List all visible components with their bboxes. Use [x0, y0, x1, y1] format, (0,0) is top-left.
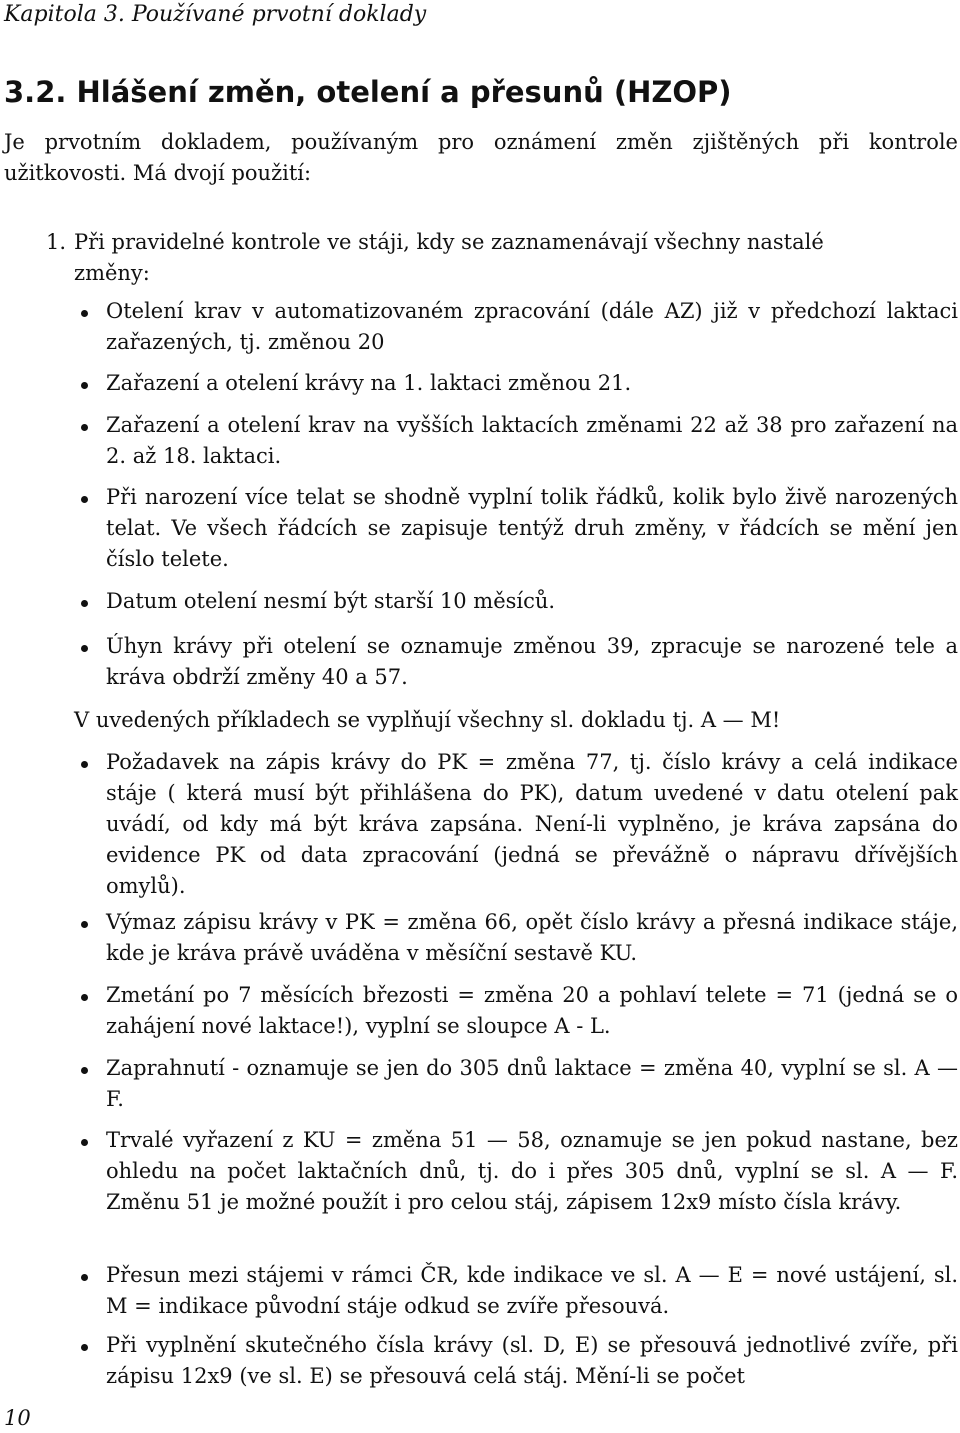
bullet-icon: [81, 424, 88, 431]
bullet-icon: [81, 994, 88, 1001]
list-item-text: Zařazení a otelení krav na vyšších laktacích změnami 22 až 38 pro zařazení na 2. až 18. laktaci.: [106, 413, 958, 468]
list-item: [74, 410, 958, 472]
list-item-text: Přesun mezi stájemi v rámci ČR, kde indikace ve sl. A — E = nové ustájení, sl. M = indikace původní stáje odkud se zvíře přesouvá.: [106, 1263, 958, 1318]
bullet-icon: [81, 1067, 88, 1074]
list-item: [74, 907, 958, 969]
section-heading: 3.2. Hlášení změn, otelení a přesunů (HZOP): [4, 75, 732, 109]
list-item: [74, 980, 958, 1042]
list-item-text: Úhyn krávy při otelení se oznamuje změnou 39, zpracuje se narozené tele a kráva obdrží změny 40 a 57.: [106, 634, 958, 689]
list-item-text: Zaprahnutí - oznamuje se jen do 305 dnů laktace = změna 40, vyplní se sl. A — F.: [106, 1056, 958, 1111]
item-number: 1.: [46, 230, 67, 254]
bullet-icon: [81, 645, 88, 652]
item-text: Při pravidelné kontrole ve stáji, kdy se zaznamenávají všechny nastalé: [74, 230, 824, 254]
list-item-text: Zmetání po 7 měsících březosti = změna 20 a pohlaví telete = 71 (jedná se o zahájení nové laktace!), vyplní se sloupce A - L.: [106, 983, 958, 1038]
list-item-text: Datum otelení nesmí být starší 10 měsíců.: [106, 589, 556, 613]
list-item: [74, 1125, 958, 1218]
list-item: [74, 1260, 958, 1322]
item-text-continuation: změny:: [74, 261, 150, 285]
list-item: [74, 296, 958, 358]
bullet-icon: [81, 1344, 88, 1351]
list-item: [74, 631, 958, 693]
list-item-text: Zařazení a otelení krávy na 1. laktaci změnou 21.: [106, 371, 632, 395]
list-item: [74, 1053, 958, 1115]
list-item: [74, 1330, 958, 1392]
bullet-icon: [81, 921, 88, 928]
bullet-icon: [81, 761, 88, 768]
list-item-text: Trvalé vyřazení z KU = změna 51 — 58, oznamuje se jen pokud nastane, bez ohledu na počet laktačních dnů, tj. do i přes 305 dnů, vyplní se sl. A — F. Změnu 51 je možné použít i pro celou stáj, zápisem 12x9 místo čísla krávy.: [106, 1128, 958, 1214]
list-item-text: Při narození více telat se shodně vyplní tolik řádků, kolik bylo živě narozených telat. Ve všech řádcích se zapisuje tentýž druh změny, v řádcích se mění jen číslo telete.: [106, 485, 958, 571]
list-item-text: Při vyplnění skutečného čísla krávy (sl. D, E) se přesouvá jednotlivé zvíře, při zápisu 12x9 (ve sl. E) se přesouvá celá stáj. Mění-li se počet: [106, 1333, 958, 1388]
list-item-text: Požadavek na zápis krávy do PK = změna 77, tj. číslo krávy a celá indikace stáje ( která musí být přihlášena do PK), datum uvedené v datu otelení pak uvádí, od kdy má být kráva zapsána. Není-li vyplněno, je kráva zapsána do evidence PK od data zpracování (jedná se převážně o nápravu dřívějších omylů).: [106, 750, 958, 898]
list-item-text: Výmaz zápisu krávy v PK = změna 66, opět číslo krávy a přesná indikace stáje, kde je kráva právě uváděna v měsíční sestavě KU.: [106, 910, 958, 965]
list-item: [74, 586, 958, 617]
bullet-icon: [81, 496, 88, 503]
bullet-icon: [81, 1139, 88, 1146]
plain-paragraph: V uvedených příkladech se vyplňují všechny sl. dokladu tj. A — M!: [74, 708, 781, 732]
bullet-icon: [81, 1274, 88, 1281]
page-number: 10: [4, 1406, 31, 1430]
list-item: [74, 482, 958, 575]
list-item-text: Otelení krav v automatizovaném zpracování (dále AZ) již v předchozí laktaci zařazených, tj. změnou 20: [106, 299, 958, 354]
bullet-icon: [81, 600, 88, 607]
intro-paragraph: Je prvotním dokladem, používaným pro oznámení změn zjištěných při kontrole užitkovosti. Má dvojí použití:: [4, 130, 958, 185]
list-item: [74, 747, 958, 902]
bullet-icon: [81, 382, 88, 389]
numbered-item: [46, 227, 958, 258]
bullet-icon: [81, 310, 88, 317]
list-item: [74, 368, 958, 399]
running-header: Kapitola 3. Používané prvotní doklady: [4, 2, 427, 27]
